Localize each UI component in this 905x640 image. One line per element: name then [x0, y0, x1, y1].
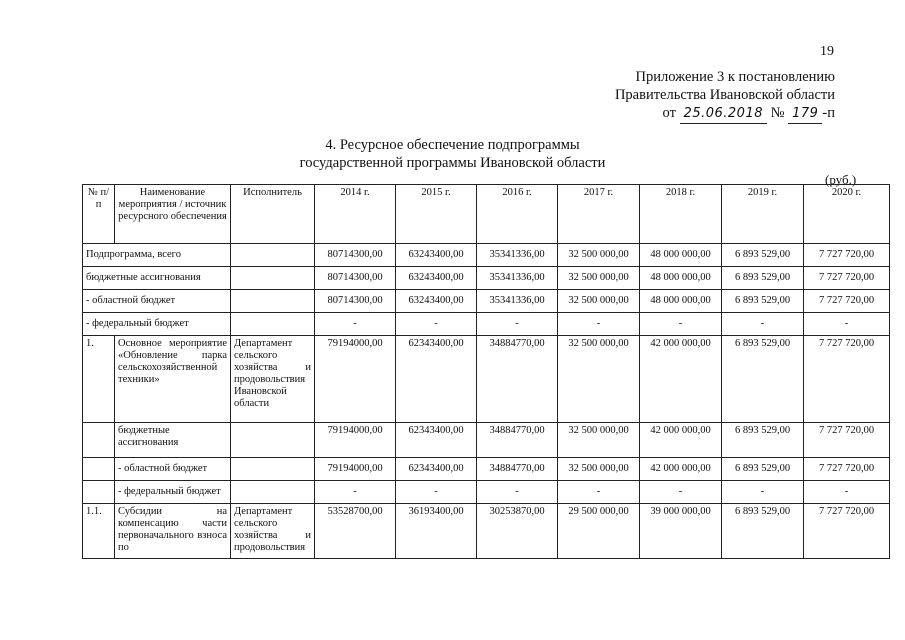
document-title-line-1: 4. Ресурсное обеспечение подпрограммы	[325, 137, 580, 153]
cell-2020: 7 727 720,00	[804, 423, 890, 458]
cell-2020: -	[804, 313, 890, 336]
cell-2018: 48 000 000,00	[640, 290, 722, 313]
header-2015: 2015 г.	[396, 185, 477, 244]
table-header-row	[83, 185, 890, 244]
row-label: - областной бюджет	[115, 458, 231, 481]
table-row	[83, 481, 890, 504]
cell-2014: -	[315, 481, 396, 504]
cell-2018: 48 000 000,00	[640, 267, 722, 290]
header-2019: 2019 г.	[722, 185, 804, 244]
row-executor: Департамент сельского хозяйства и продовольствия Ивановской области	[231, 336, 315, 423]
appendix-suffix: -п	[822, 105, 835, 121]
row-num: 1.1.	[83, 504, 115, 559]
cell-2019: -	[722, 313, 804, 336]
cell-2016: 30253870,00	[477, 504, 558, 559]
header-num: № п/п	[83, 185, 115, 244]
cell-2018: 39 000 000,00	[640, 504, 722, 559]
cell-2015: 62343400,00	[396, 458, 477, 481]
cell-2015: 36193400,00	[396, 504, 477, 559]
cell-2020: 7 727 720,00	[804, 267, 890, 290]
cell-2017: 29 500 000,00	[558, 504, 640, 559]
cell-2015: 63243400,00	[396, 290, 477, 313]
cell-2018: 48 000 000,00	[640, 244, 722, 267]
header-2018: 2018 г.	[640, 185, 722, 244]
row-num	[83, 458, 115, 481]
header-2020: 2020 г.	[804, 185, 890, 244]
table-row	[83, 290, 890, 313]
cell-2019: 6 893 529,00	[722, 336, 804, 423]
row-label: Субсидии на компенсацию части первоначального взноса по	[115, 504, 231, 559]
cell-2014: 80714300,00	[315, 267, 396, 290]
cell-2014: 79194000,00	[315, 458, 396, 481]
cell-2016: -	[477, 313, 558, 336]
row-label: - федеральный бюджет	[115, 481, 231, 504]
cell-2014: 79194000,00	[315, 423, 396, 458]
cell-2014: 80714300,00	[315, 244, 396, 267]
appendix-number-label: №	[770, 105, 785, 121]
table-row	[83, 423, 890, 458]
cell-2019: 6 893 529,00	[722, 504, 804, 559]
document-title-line-2: государственной программы Ивановской области	[299, 155, 606, 171]
header-executor: Исполнитель	[231, 185, 315, 244]
table-row	[83, 458, 890, 481]
cell-2017: 32 500 000,00	[558, 458, 640, 481]
row-num	[83, 423, 115, 458]
table-row	[83, 336, 890, 423]
cell-2015: 62343400,00	[396, 336, 477, 423]
appendix-line-3	[663, 104, 835, 124]
row-label: - федеральный бюджет	[83, 313, 231, 336]
appendix-number: 179	[788, 105, 822, 124]
cell-2018: 42 000 000,00	[640, 336, 722, 423]
header-2017: 2017 г.	[558, 185, 640, 244]
row-label: Подпрограмма, всего	[83, 244, 231, 267]
cell-2017: -	[558, 481, 640, 504]
cell-2015: 62343400,00	[396, 423, 477, 458]
unit-label: (руб.)	[825, 172, 857, 187]
cell-2020: 7 727 720,00	[804, 336, 890, 423]
cell-2018: -	[640, 481, 722, 504]
cell-2019: 6 893 529,00	[722, 423, 804, 458]
appendix-line-2: Правительства Ивановской области	[614, 87, 835, 103]
cell-2017: -	[558, 313, 640, 336]
cell-2019: 6 893 529,00	[722, 267, 804, 290]
row-num	[83, 481, 115, 504]
cell-2016: 34884770,00	[477, 336, 558, 423]
cell-2018: -	[640, 313, 722, 336]
row-label: Основное мероприятие «Обновление парка сельскохозяйственной техники»	[115, 336, 231, 423]
cell-2017: 32 500 000,00	[558, 423, 640, 458]
cell-2014: 80714300,00	[315, 290, 396, 313]
cell-2015: -	[396, 481, 477, 504]
cell-2016: 34884770,00	[477, 458, 558, 481]
appendix-prefix: от	[662, 105, 676, 121]
cell-2020: 7 727 720,00	[804, 244, 890, 267]
cell-2017: 32 500 000,00	[558, 336, 640, 423]
table-row	[83, 504, 890, 559]
row-executor	[231, 313, 315, 336]
cell-2016: 35341336,00	[477, 290, 558, 313]
appendix-header	[615, 68, 835, 124]
appendix-date: 25.06.2018	[680, 105, 767, 124]
cell-2019: 6 893 529,00	[722, 458, 804, 481]
row-executor	[231, 423, 315, 458]
cell-2017: 32 500 000,00	[558, 290, 640, 313]
page-number: 19	[820, 44, 834, 59]
row-executor	[231, 290, 315, 313]
row-label: - областной бюджет	[83, 290, 231, 313]
cell-2018: 42 000 000,00	[640, 458, 722, 481]
cell-2019: -	[722, 481, 804, 504]
header-2016: 2016 г.	[477, 185, 558, 244]
document-title	[0, 136, 905, 172]
row-num: 1.	[83, 336, 115, 423]
cell-2014: -	[315, 313, 396, 336]
cell-2020: -	[804, 481, 890, 504]
cell-2020: 7 727 720,00	[804, 290, 890, 313]
row-label: бюджетные ассигнования	[83, 267, 231, 290]
cell-2015: -	[396, 313, 477, 336]
cell-2020: 7 727 720,00	[804, 458, 890, 481]
cell-2014: 79194000,00	[315, 336, 396, 423]
cell-2016: -	[477, 481, 558, 504]
cell-2018: 42 000 000,00	[640, 423, 722, 458]
header-2014: 2014 г.	[315, 185, 396, 244]
cell-2016: 35341336,00	[477, 267, 558, 290]
cell-2016: 35341336,00	[477, 244, 558, 267]
row-label: бюджетные ассигнования	[115, 423, 231, 458]
row-executor: Департамент сельского хозяйства и продовольствия	[231, 504, 315, 559]
header-name: Наименование мероприятия / источник ресурсного обеспечения	[115, 185, 231, 244]
row-executor	[231, 481, 315, 504]
cell-2019: 6 893 529,00	[722, 290, 804, 313]
cell-2017: 32 500 000,00	[558, 267, 640, 290]
cell-2020: 7 727 720,00	[804, 504, 890, 559]
cell-2015: 63243400,00	[396, 267, 477, 290]
cell-2019: 6 893 529,00	[722, 244, 804, 267]
cell-2015: 63243400,00	[396, 244, 477, 267]
row-executor	[231, 458, 315, 481]
row-executor	[231, 267, 315, 290]
table-row	[83, 244, 890, 267]
table-row	[83, 313, 890, 336]
row-executor	[231, 244, 315, 267]
budget-table	[82, 184, 890, 559]
appendix-line-1: Приложение 3 к постановлению	[635, 69, 835, 85]
cell-2016: 34884770,00	[477, 423, 558, 458]
cell-2014: 53528700,00	[315, 504, 396, 559]
table-row	[83, 267, 890, 290]
cell-2017: 32 500 000,00	[558, 244, 640, 267]
